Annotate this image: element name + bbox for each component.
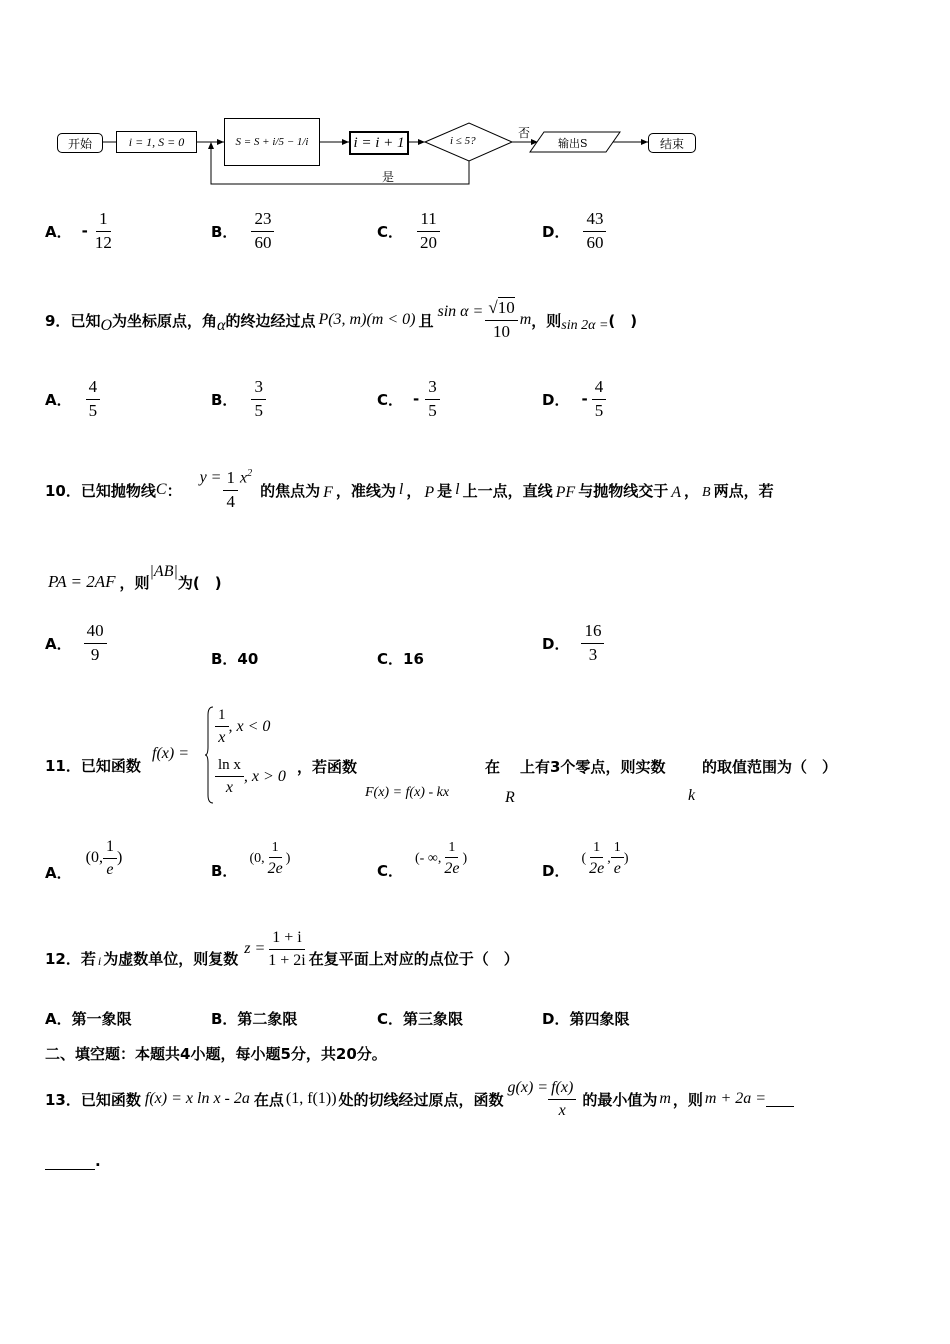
math-k: k xyxy=(688,787,696,804)
numerator: 1 xyxy=(269,840,282,858)
exponent: 2 xyxy=(247,468,253,480)
stem-text: 在点 xyxy=(253,1090,284,1109)
denominator: 5 xyxy=(254,400,263,420)
numerator: 16 xyxy=(581,622,604,644)
interval-open: (0, xyxy=(85,849,103,867)
flow-output: 输出S xyxy=(558,137,588,150)
q12-option-b[interactable]: B．第二象限 xyxy=(211,1010,298,1028)
stem-text: ，若函数 xyxy=(297,758,358,776)
interval-open: (0, xyxy=(249,850,265,866)
math-A: A xyxy=(671,484,681,501)
flow-end: 结束 xyxy=(648,133,696,153)
fraction xyxy=(215,707,229,746)
q11-option-c[interactable] xyxy=(377,840,468,881)
numerator: 1 xyxy=(611,840,624,858)
option-letter: D． xyxy=(542,390,570,409)
fraction xyxy=(251,210,274,252)
stem-text: 已知 xyxy=(70,311,101,330)
case-condition: , x > 0 xyxy=(243,767,286,785)
fraction xyxy=(583,210,606,252)
numerator: 3 xyxy=(251,378,266,400)
interval-open: ( xyxy=(581,850,587,866)
denominator: 60 xyxy=(254,232,272,252)
fraction xyxy=(581,622,604,664)
denominator: 2e xyxy=(444,860,460,878)
option-letter: B． xyxy=(211,222,238,241)
denominator: 1 + 2i xyxy=(268,951,306,969)
q8-option-b[interactable] xyxy=(211,210,274,252)
math-expr: m + 2a = xyxy=(704,1090,767,1107)
flow-condition: i ≤ 5? xyxy=(450,135,476,147)
flow-update-text: S = S + i/5 − 1/i xyxy=(235,136,309,148)
numerator: 40 xyxy=(84,622,107,644)
q9-stem xyxy=(45,292,637,348)
math-sin: sin α = xyxy=(437,303,484,320)
stem-text: ， xyxy=(406,481,422,500)
numerator: √10 xyxy=(485,299,517,321)
math-fx: f(x) = xyxy=(152,745,189,762)
stem-text: ： xyxy=(166,481,182,500)
math-m: m xyxy=(519,311,532,328)
q10-option-a[interactable] xyxy=(45,622,107,664)
fraction xyxy=(485,299,517,341)
stem-text: 的终边经过点 xyxy=(225,311,316,330)
denominator: e xyxy=(106,860,114,878)
q12-option-a[interactable]: A．第一象限 xyxy=(45,1010,132,1028)
interval-close: ) xyxy=(623,850,629,866)
math-x2 xyxy=(240,468,252,487)
case-condition: , x < 0 xyxy=(228,717,271,735)
stem-text: 已知函数 xyxy=(80,757,141,775)
q12-stem xyxy=(45,920,519,978)
question-number: 11． xyxy=(45,757,81,775)
denominator: 5 xyxy=(88,400,98,420)
flow-update xyxy=(224,118,320,166)
question-number: 10． xyxy=(45,481,81,500)
option-letter: C． xyxy=(377,862,404,881)
fraction xyxy=(592,378,607,420)
q8-option-c[interactable] xyxy=(377,210,440,252)
option-letter: A． xyxy=(45,222,72,241)
numerator: f(x) xyxy=(548,1079,576,1100)
math-z: z = xyxy=(244,940,266,957)
stem-text: 为虚数单位，则复数 xyxy=(103,949,239,968)
flow-start: 开始 xyxy=(57,133,103,153)
math-x: x xyxy=(239,469,248,487)
fraction xyxy=(425,378,440,420)
stem-text: 的焦点为 xyxy=(260,481,321,500)
denominator: 4 xyxy=(226,491,235,511)
q11-option-b[interactable] xyxy=(211,840,291,881)
stem-text: 是 xyxy=(437,481,453,500)
interval-open: (- ∞, xyxy=(415,850,442,866)
option-letter: A． xyxy=(45,863,72,882)
math-m: m xyxy=(659,1090,671,1107)
q10-stem-line2 xyxy=(48,565,222,599)
fraction xyxy=(441,840,462,878)
piecewise-case-2 xyxy=(215,757,286,796)
math-gx: g(x) = xyxy=(507,1079,549,1096)
interval-close: ) xyxy=(116,849,123,867)
answer-blank[interactable] xyxy=(45,1155,95,1170)
stem-text: 为坐标原点，角 xyxy=(112,311,218,330)
fraction xyxy=(251,378,266,420)
stem-text: 在 xyxy=(485,758,501,776)
q12-option-d[interactable]: D．第四象限 xyxy=(542,1010,630,1028)
numerator: ln x xyxy=(215,757,244,777)
stem-text: 上一点，直线 xyxy=(462,481,553,500)
fraction xyxy=(215,757,244,796)
option-letter: D． xyxy=(542,862,570,881)
piecewise-brace xyxy=(205,705,215,805)
stem-text: ，准线为 xyxy=(335,481,396,500)
denominator: 60 xyxy=(586,232,604,252)
fraction xyxy=(265,840,286,878)
stem-text: 的最小值为 xyxy=(582,1090,658,1109)
q10-stem-line1 xyxy=(45,460,774,520)
option-letter: D． xyxy=(542,634,570,653)
stem-text: 与抛物线交于 xyxy=(578,481,669,500)
stem-text: ， xyxy=(683,481,699,500)
stem-text: 已知抛物线 xyxy=(80,481,156,500)
denominator: x xyxy=(218,728,226,746)
math-l: l xyxy=(455,481,460,498)
answer-paren: ( ) xyxy=(608,311,638,330)
math-B: B xyxy=(702,485,711,500)
denominator: 3 xyxy=(588,644,598,664)
denominator: x xyxy=(558,1101,566,1119)
denominator: 2e xyxy=(267,860,283,878)
interval-sep: , xyxy=(607,850,611,866)
numerator: 4 xyxy=(592,378,607,400)
interval-close: ) xyxy=(285,850,291,866)
numerator: 4 xyxy=(86,378,101,400)
math-O: O xyxy=(100,317,113,334)
stem-text: ，则 xyxy=(672,1090,703,1109)
math-l: l xyxy=(398,481,404,498)
numerator: 3 xyxy=(425,378,440,400)
q8-option-a[interactable] xyxy=(45,210,115,252)
stem-text: 两点，若 xyxy=(713,481,774,500)
fraction xyxy=(417,210,440,252)
numerator: 1 xyxy=(215,707,229,727)
q12-option-c[interactable]: C．第三象限 xyxy=(377,1010,464,1028)
q9-option-a[interactable] xyxy=(45,378,100,420)
math-alpha: α xyxy=(217,317,226,334)
flow-increment: i = i + 1 xyxy=(349,131,409,155)
option-letter: A． xyxy=(45,390,72,409)
option-letter: A． xyxy=(45,634,72,653)
math-P: P xyxy=(424,484,435,501)
question-number: 12． xyxy=(45,949,81,968)
stem-text: 已知函数 xyxy=(80,1090,141,1109)
denominator: x xyxy=(225,778,234,796)
flow-no-label: 否 xyxy=(518,126,531,140)
q13-stem xyxy=(45,1068,915,1130)
numerator: 11 xyxy=(417,210,439,232)
stem-text: 为( ) xyxy=(177,573,222,592)
math-ask: sin 2α = xyxy=(561,318,609,333)
numerator: 1 xyxy=(96,210,111,232)
q11-option-d[interactable] xyxy=(542,840,629,881)
fraction xyxy=(223,469,238,511)
math-R: R xyxy=(505,789,515,806)
q10-option-c[interactable]: C．16 xyxy=(377,650,424,668)
numerator: 1 + i xyxy=(269,929,304,950)
fraction xyxy=(586,840,607,878)
stem-text: 在复平面上对应的点位于（ ） xyxy=(308,949,519,968)
q9-option-b[interactable] xyxy=(211,378,266,420)
fraction xyxy=(84,622,107,664)
sqrt-radicand: 10 xyxy=(497,297,515,317)
numerator: 1 xyxy=(223,469,238,491)
math-PF: PF xyxy=(555,484,576,501)
numerator: 1 xyxy=(445,840,458,858)
math-i: i xyxy=(97,953,102,968)
stem-text: ，则 xyxy=(531,311,562,330)
option-letter: D． xyxy=(542,222,570,241)
option-sign: - xyxy=(413,390,420,409)
q10-option-b[interactable]: B．40 xyxy=(211,650,259,668)
denominator: e xyxy=(613,860,621,878)
option-letter: B． xyxy=(211,390,238,409)
q9-option-d[interactable] xyxy=(542,378,606,420)
section-heading: 二、填空题：本题共4小题，每小题5分，共20分。 xyxy=(45,1045,387,1063)
q9-option-c[interactable] xyxy=(377,378,440,420)
fraction xyxy=(103,838,117,878)
option-letter: C． xyxy=(377,222,404,241)
denominator: 5 xyxy=(428,400,437,420)
question-number: 9． xyxy=(45,311,71,330)
stem-text: 若 xyxy=(80,949,96,968)
stem-text: ，则 xyxy=(119,573,150,592)
denominator: 5 xyxy=(594,400,604,420)
q13-blank-continued xyxy=(45,1152,101,1170)
piecewise-case-1 xyxy=(215,707,270,746)
answer-blank[interactable] xyxy=(766,1092,794,1107)
math-AB: |AB| xyxy=(149,563,178,580)
stem-text: 处的切线经过原点，函数 xyxy=(338,1090,504,1109)
denominator: 9 xyxy=(90,644,100,664)
denominator: 10 xyxy=(493,321,511,341)
math-Fx: F(x) = f(x) - kx xyxy=(365,785,450,800)
q11-stem xyxy=(45,705,925,805)
stem-text: 上有3个零点，则实数 xyxy=(520,758,666,776)
stem-text: 的取值范围为（ ） xyxy=(702,758,838,776)
q11-option-a[interactable] xyxy=(45,838,123,882)
math-fx: f(x) = x ln x - 2a xyxy=(144,1090,250,1107)
flowchart xyxy=(0,100,950,195)
option-sign: - xyxy=(581,390,588,409)
denominator: 12 xyxy=(94,232,112,252)
stem-text: 且 xyxy=(418,311,434,330)
math-condition: PA = 2AF xyxy=(48,572,116,591)
question-number: 13． xyxy=(45,1090,81,1109)
math-y-eq: y = xyxy=(199,469,222,486)
math-point: P(3, m)(m < 0) xyxy=(318,311,416,328)
q8-option-d[interactable] xyxy=(542,210,606,252)
denominator: 2e xyxy=(589,860,605,878)
numerator: 23 xyxy=(251,210,274,232)
numerator: 1 xyxy=(103,838,117,859)
fraction xyxy=(265,929,308,969)
flow-init: i = 1, S = 0 xyxy=(116,131,197,153)
fraction xyxy=(548,1079,576,1119)
numerator: 1 xyxy=(590,840,603,858)
option-letter: B． xyxy=(211,862,238,881)
denominator: 20 xyxy=(420,232,438,252)
flow-yes-label: 是 xyxy=(382,170,395,184)
q10-option-d[interactable] xyxy=(542,622,604,664)
period: . xyxy=(95,1152,101,1170)
math-point: (1, f(1)) xyxy=(285,1090,337,1107)
fraction xyxy=(86,378,101,420)
fraction xyxy=(611,840,624,878)
math-C: C xyxy=(155,481,167,498)
fraction xyxy=(92,210,115,252)
option-letter: C． xyxy=(377,390,404,409)
numerator: 43 xyxy=(583,210,606,232)
math-F: F xyxy=(323,484,333,501)
interval-close: ) xyxy=(462,850,468,866)
option-sign: - xyxy=(81,222,88,241)
